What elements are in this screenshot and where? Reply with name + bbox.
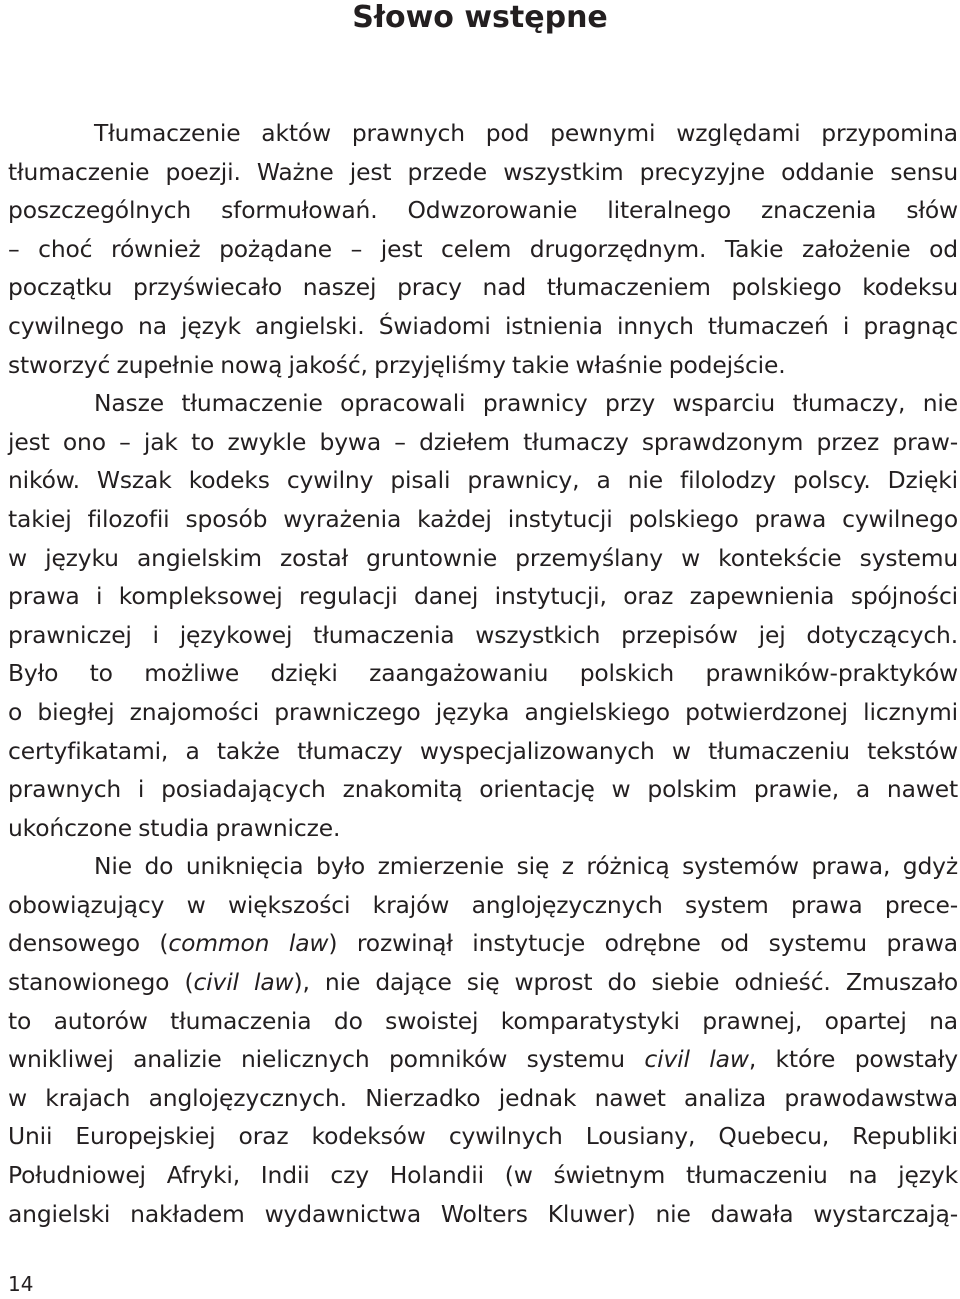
text-line: początku przyświecało naszej pracy nad tłumaczeniem polskiego kodeksu xyxy=(8,273,958,302)
text-line: certyfikatami, a także tłumaczy wyspecjalizowanych w tłumaczeniu tekstów xyxy=(8,736,958,765)
text-line: stworzyć zupełnie nową jakość, przyjęliśmy takie właśnie podejście. xyxy=(8,350,786,379)
text-line: poszczególnych sformułowań. Odwzorowanie literalnego znaczenia słów xyxy=(8,196,958,225)
text-line: Nasze tłumaczenie opracowali prawnicy przy wsparciu tłumaczy, nie xyxy=(94,389,958,418)
page-title: Słowo wstępne xyxy=(352,0,608,35)
body-text xyxy=(8,114,958,1233)
text-line: prawnych i posiadających znakomitą orientację w polskim prawie, a nawet xyxy=(8,775,958,804)
italic-term: civil law xyxy=(644,1045,749,1074)
text-line: jest ono – jak to zwykle bywa – dziełem tłumaczy sprawdzonym przez praw- xyxy=(8,427,958,456)
text-line: cywilnego na język angielski. Świadomi istnienia innych tłumaczeń i pragnąc xyxy=(8,311,958,340)
text-line: Południowej Afryki, Indii czy Holandii (w świetnym tłumaczeniu na język xyxy=(8,1161,958,1190)
text-line: w krajach anglojęzycznych. Nierzadko jednak nawet analiza prawodawstwa xyxy=(8,1083,958,1112)
text-line: prawniczej i językowej tłumaczenia wszystkich przepisów jej dotyczących. xyxy=(8,620,958,649)
text-line: Tłumaczenie aktów prawnych pod pewnymi względami przypomina xyxy=(94,119,958,147)
text-line: ukończone studia prawnicze. xyxy=(8,813,341,842)
text-line: to autorów tłumaczenia do swoistej komparatystyki prawnej, opartej na xyxy=(8,1006,958,1035)
text-line: w języku angielskim został gruntownie przemyślany w kontekście systemu xyxy=(8,543,958,572)
text-line: stanowionego (civil law), nie dające się wprost do siebie odnieść. Zmuszało xyxy=(8,968,959,997)
text-line: prawa i kompleksowej regulacji danej instytucji, oraz zapewnienia spójności xyxy=(8,582,958,611)
text-line: o biegłej znajomości prawniczego języka angielskiego potwierdzonej licznymi xyxy=(8,697,958,726)
text-line: wnikliwej analizie nielicznych pomników systemu civil law, które powstały xyxy=(8,1045,959,1074)
text-line: obowiązujący w większości krajów anglojęzycznych system prawa prece- xyxy=(8,890,958,919)
text-line: Unii Europejskiej oraz kodeksów cywilnych Lousiany, Quebecu, Republiki xyxy=(8,1122,958,1151)
italic-term: common law xyxy=(168,929,329,958)
text-line: takiej filozofii sposób wyrażenia każdej instytucji polskiego prawa cywilnego xyxy=(8,504,958,533)
text-line: tłumaczenie poezji. Ważne jest przede wszystkim precyzyjne oddanie sensu xyxy=(8,157,958,186)
page-number: 14 xyxy=(8,1272,34,1296)
text-line: Było to możliwe dzięki zaangażowaniu polskich prawników-praktyków xyxy=(8,659,958,688)
text-line: Nie do uniknięcia było zmierzenie się z różnicą systemów prawa, gdyż xyxy=(94,852,958,881)
text-line: ników. Wszak kodeks cywilny pisali prawnicy, a nie filolodzy polscy. Dzięki xyxy=(8,466,958,495)
text-line: – choć również pożądane – jest celem drugorzędnym. Takie założenie od xyxy=(8,234,958,263)
text-line: densowego (common law) rozwinął instytucje odrębne od systemu prawa xyxy=(8,929,958,958)
text-line: angielski nakładem wydawnictwa Wolters Kluwer) nie dawała wystarczają- xyxy=(8,1199,958,1228)
italic-term: civil law xyxy=(193,968,294,997)
